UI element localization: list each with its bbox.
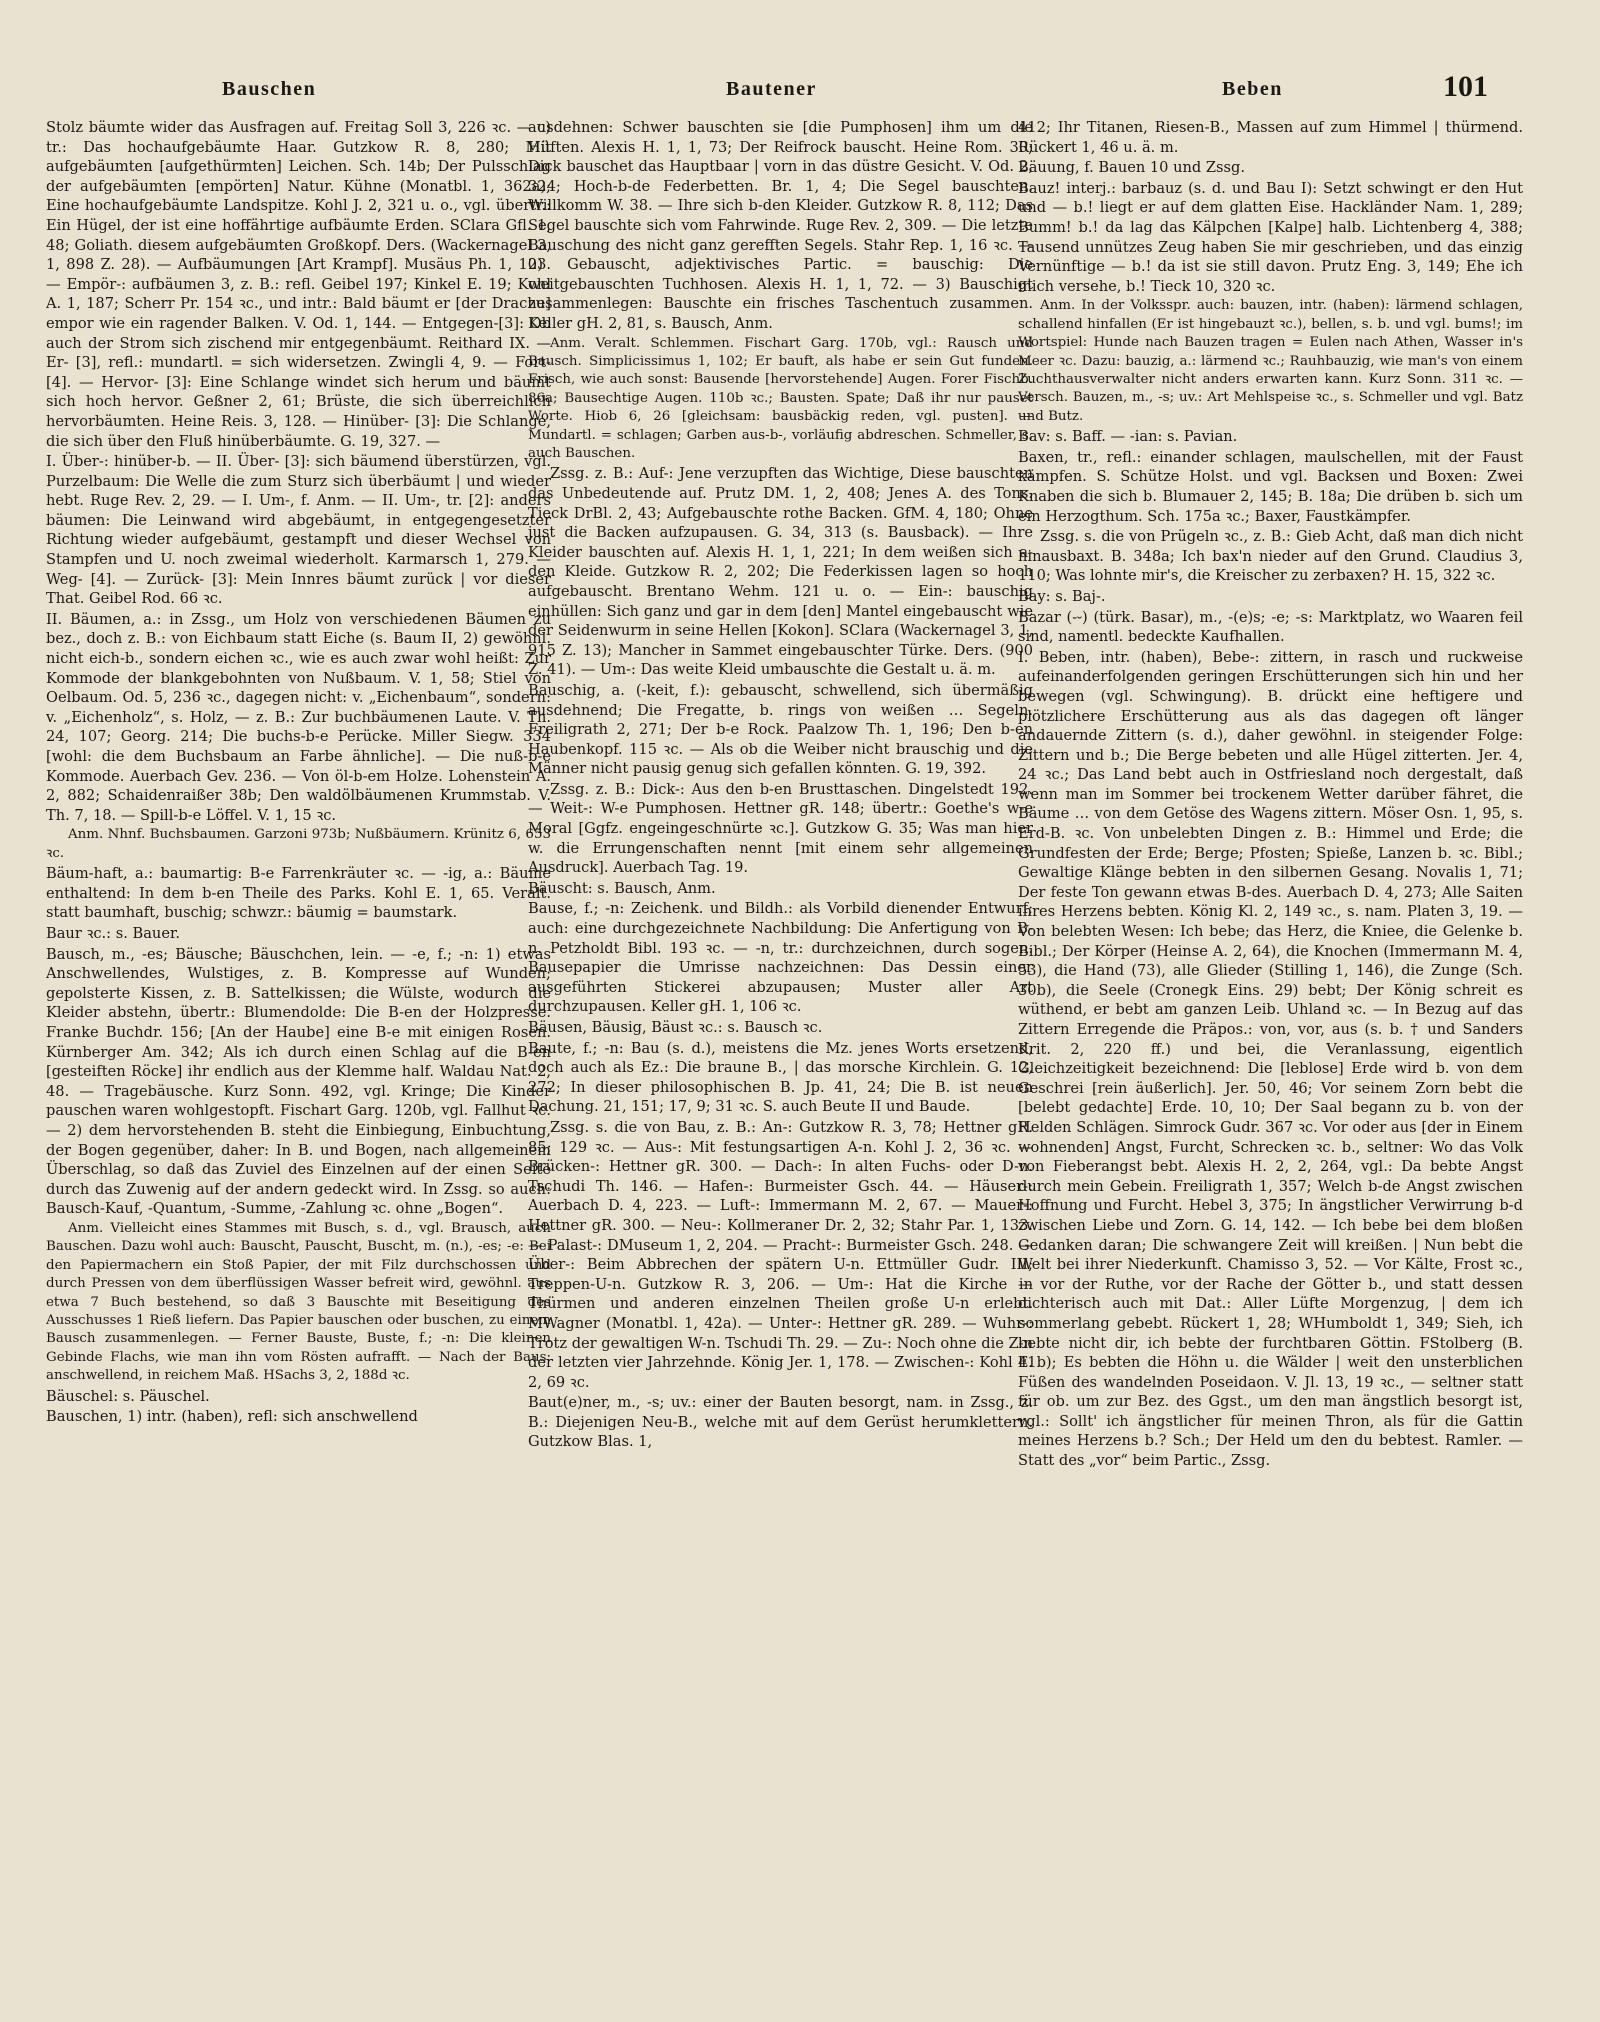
compound-paragraph: Zssg. s. die von Bau, z. B.: An-: Gutzkow R. 3, 78; Hettner gR. 85; 129 ꝛc. — Aus-: Mit festungsartigen A-n. Kohl J. 2, 36 ꝛc. — Brücken-: Hettner gR. 300. — Dach-: In alten Fuchs- oder D-n. Tschudi Th. 146. — Hafen-: Burmeister Gsch. 44. — Häuser-: Auerbach D. 4, 223. — Luft-: Immermann M. 2, 67. — Mauer-: Hettner gR. 300. — Neu-: Kollmeraner Dr. 2, 32; Stahr Par. 1, 133. — Palast-: DMuseum 1, 2, 204. — Pracht-: Burmeister Gsch. 248. — Über-: Beim Abbrechen der spätern U-n. Ettmüller Gudr. III; Treppen-U-n. Gutzkow R. 3, 206. — Um-: Hat die Kirche in Thürmen und anderen einzelnen Theilen große U-n erlebt. MWagner (Monatbl. 1, 42a). — Unter-: Hettner gR. 289. — Wuhr-: Trotz der gewaltigen W-n. Tschudi Th. 29. — Zu-: Noch ohne die Z-n der letzten vier Jahrzehnde. König Jer. 1, 178. — Zwischen-: Kohl E. 2, 69 ꝛc. <box>528 1118 1033 1391</box>
entry-paragraph: Bausch, m., -es; Bäusche; Bäuschchen, lein. — -e, f.; -n: 1) etwas Anschwellendes, Wulstiges, z. B. Kompresse auf Wunden; gepolsterte Kissen, z. B. Sattelkissen; die Wülste, wodurch die Kleider abstehn, übertr.: Blumendolde: Die B-en der Holzpresse. Franke Buchdr. 156; [An der Haube] eine B-e mit einigen Rosen. Kürnberger Am. 342; Als ich durch einen Schlag auf die B-en [gesteiften Röcke] ihr endlich aus der Klemme half. Waldau Nat. 2, 48. — Tragebäusche. Kurz Sonn. 492, vgl. Kringe; Die Kinder pauschen waren wohlgestopft. Fischart Garg. 120b, vgl. Fallhut ꝛc. — 2) dem hervorstehenden B. steht die Einbiegung, Einbuchtung, der Bogen gegenüber, daher: In B. und Bogen, nach allgemeinem Überschlag, so daß das Zuviel des Einzelnen auf der einen Seite durch das Zuwenig auf der andern gedeckt wird. In Zssg. so auch: Bausch-Kauf, -Quantum, -Summe, -Zahlung ꝛc. ohne „Bogen“. <box>46 945 551 1218</box>
entry-paragraph: Bay: s. Baj-. <box>1018 587 1106 605</box>
entry-paragraph: Bauz! interj.: barbauz (s. d. und Bau I): Setzt schwingt er den Hut und — b.! liegt er auf dem glatten Eise. Hackländer Nam. 1, 289; Bumm! b.! da lag das Kälpchen [Kalpe] halb. Lichtenberg 4, 388; Tausend unnützes Zeug haben Sie mir geschrieben, und das einzig Vernünftige — b.! da ist sie still davon. Prutz Eng. 3, 149; Ehe ich mich versehe, b.! Tieck 10, 320 ꝛc. <box>1018 179 1523 295</box>
entry-paragraph: Bäuschel: s. Päuschel. <box>46 1387 210 1405</box>
entry-paragraph: Stolz bäumte wider das Ausfragen auf. Freitag Soll 3, 226 ꝛc. — c) tr.: Das hochaufgebäumte Haar. Gutzkow R. 8, 280; Mit aufgebäumten [aufgethürmten] Leichen. Sch. 14b; Der Pulsschlag der aufgebäumten [empörten] Natur. Kühne (Monatbl. 1, 362a); Eine hochaufgebäumte Landspitze. Kohl J. 2, 321 u. o., vgl. übertr.: Ein Hügel, der ist eine hoffährtige aufbäumte Erden. SClara Gfl. 1, 48; Goliath. diesem aufgebäumten Großkopf. Ders. (Wackernagel 3, 1, 898 Z. 28). — Aufbäumungen [Art Krampf]. Musäus Ph. 1, 103. — Empör-: aufbäumen 3, z. B.: refl. Geibel 197; Kinkel E. 19; Kohl A. 1, 187; Scherr Pr. 154 ꝛc., und intr.: Bald bäumt er [der Drache] empor wie ein ragender Balken. V. Od. 1, 144. — Entgegen-[3]: Ob auch der Strom sich zischend mir entgegenbäumt. Reithard IX. — Er- [3], refl.: mundartl. = sich widersetzen. Zwingli 4, 9. — Fort- [4]. — Hervor- [3]: Eine Schlange windet sich herum und bäumt sich hoch hervor. Geßner 2, 61; Brüste, die sich überreichlich hervorbäumten. Heine Reis. 3, 128. — Hinüber- [3]: Die Schlange, die sich über den Fluß hinüberbäumte. G. 19, 327. — <box>46 119 551 450</box>
right-headword: Beben <box>1222 78 1283 100</box>
entry-paragraph: II. Bäumen, a.: in Zssg., um Holz von verschiedenen Bäumen zu bez., doch z. B.: von Eichbaum statt Eiche (s. Baum II, 2) gewöhnl. nicht eich-b., sondern eichen ꝛc., wie es auch zwar wohl heißt: Zur Kommode der blankgebohnten von Nußbaum. V. 1, 58; Stiel von Oelbaum. Od. 5, 236 ꝛc., dagegen nicht: v. „Eichenbaum“, sondern: v. „Eichenholz“, s. Holz, — z. B.: Zur buchbäumenen Laute. V. Th. 24, 107; Georg. 214; Die buchs-b-e Perücke. Miller Siegw. 334 [wohl: die dem Buchsbaum an Farbe ähnliche]. — Die nuß-b-e Kommode. Auerbach Gev. 236. — Von öl-b-em Holze. Lohenstein A. 2, 882; Schaidenraißer 38b; Den waldölbäumenen Krummstab. V. Th. 7, 18. — Spill-b-e Löffel. V. 1, 15 ꝛc. <box>46 610 551 824</box>
compound-paragraph: Zssg. z. B.: Auf-: Jene verzupften das Wichtige, Diese bauschten das Unbedeutende auf. Prutz DM. 1, 2, 408; Jenes A. des Tons. Tieck DrBl. 2, 43; Aufgebauschte rothe Backen. GfM. 4, 180; Ohne just die Backen aufzupausen. G. 34, 313 (s. Bausback). — Ihre Kleider bauschten auf. Alexis H. 1, 1, 221; In dem weißen sich a-den Kleide. Gutzkow R. 2, 202; Die Federkissen lagen so hoch aufgebauscht. Brentano Wehm. 121 u. o. — Ein-: bauschig einhüllen: Sich ganz und gar in dem [den] Mantel eingebauscht wie der Seidenwurm in seine Hellen [Kokon]. SClara (Wackernagel 3, 1, 915 Z. 13); Mancher in Sammet eingebauschter Türke. Ders. (900 Z. 41). — Um-: Das weite Kleid umbauschte die Gestalt u. ä. m. <box>528 465 1033 679</box>
column-right <box>1018 118 1523 1998</box>
entry-paragraph: Bazar (-⏑) (türk. Basar), m., -(e)s; -e; -s: Marktplatz, wo Waaren feil sind, namentl. bedeckte Kaufhallen. <box>1018 608 1523 646</box>
left-headword: Bauschen <box>222 78 317 100</box>
entry-paragraph: ausdehnen: Schwer bauschten sie [die Pumphosen] ihm um die Hüften. Alexis H. 1, 1, 73; Der Reifrock bauscht. Heine Rom. 30; Dick bauschet das Hauptbaar | vorn in das düstre Gesicht. V. Od. 2, 324; Hoch-b-de Federbetten. Br. 1, 4; Die Segel bauschten. Willkomm W. 38. — Ihre sich b-den Kleider. Gutzkow R. 8, 112; Das Segel bauschte sich vom Fahrwinde. Ruge Rev. 2, 309. — Die letzte Bauschung des nicht ganz gerefften Segels. Stahr Rep. 1, 16 ꝛc. — 2) Gebauscht, adjektivisches Partic. = bauschig: Die weitgebauschten Tuchhosen. Alexis H. 1, 1, 72. — 3) Bauschigt zusammenlegen: Bauschte ein frisches Taschentuch zusammen. Keller gH. 2, 81, s. Bausch, Anm. <box>528 119 1033 332</box>
note-paragraph: Anm. Nhnf. Buchsbaumen. Garzoni 973b; Nußbäumern. Krünitz 6, 653 ꝛc. <box>46 827 551 861</box>
middle-headword: Bautener <box>726 78 817 100</box>
running-header <box>0 70 1600 110</box>
page-number: 101 <box>1443 70 1488 103</box>
entry-paragraph: Bäum-haft, a.: baumartig: B-e Farrenkräuter ꝛc. — -ig, a.: Bäume enthaltend: In dem b-en Theile des Parks. Kohl E. 1, 65. Veralt. statt baumhaft, buschig; schwzr.: bäumig = baumstark. <box>46 865 551 922</box>
entry-paragraph: 412; Ihr Titanen, Riesen-B., Massen auf zum Himmel | thürmend. Rückert 1, 46 u. ä. m. <box>1018 119 1523 156</box>
entry-paragraph: I. Über-: hinüber-b. — II. Über- [3]: sich bäumend überstürzen, vgl. Purzelbaum: Die Welle die zum Sturz sich überbäumt | und wieder hebt. Ruge Rev. 2, 29. — I. Um-, f. Anm. — II. Um-, tr. [2]: anders bäumen: Die Leinwand wird abgebäumt, in entgegengesetzter Richtung wieder aufgebäumt, gestampft und dieser Wechsel von Stampfen und U. noch zweimal wiederholt. Karmarsch 1, 279. — Weg- [4]. — Zurück- [3]: Mein Innres bäumt zurück | vor dieser That. Geibel Rod. 66 ꝛc. <box>46 453 551 608</box>
entry-paragraph: Baxen, tr., refl.: einander schlagen, maulschellen, mit der Faust kämpfen. S. Schütze Holst. und vgl. Backsen und Boxen: Zwei Knaben die sich b. Blumauer 2, 145; B. 18a; Die drüben b. sich um ein Herzogthum. Sch. 175a ꝛc.; Baxer, Faustkämpfer. <box>1018 448 1523 525</box>
entry-paragraph: Baute, f.; -n: Bau (s. d.), meistens die Mz. jenes Worts ersetzend, doch auch als Ez.: Die braune B., | das morsche Kirchlein. G. 12, 272; In dieser philosophischen B. Jp. 41, 24; Die B. ist neuen Dachung. 21, 151; 17, 9; 31 ꝛc. S. auch Beute II und Baude. <box>528 1039 1033 1116</box>
entry-paragraph: Bäusen, Bäusig, Bäust ꝛc.: s. Bausch ꝛc. <box>528 1019 823 1036</box>
entry-paragraph: Bäuung, f. Bauen 10 und Zssg. <box>1018 159 1245 177</box>
entry-paragraph: Bav: s. Baff. — -ian: s. Pavian. <box>1018 428 1238 446</box>
column-middle <box>528 118 1033 1998</box>
note-paragraph: Anm. Vielleicht eines Stammes mit Busch, s. d., vgl. Brausch, auch Bauschen. Dazu wohl auch: Bauscht, Pauscht, Buscht, m. (n.), -es; -e: Bei den Papiermachern ein Stoß Papier, der mit Filz durchschossen und durch Pressen von dem überflüssigen Wasser befreit wird, gewöhnl. aus etwa 7 Buch bestehend, so daß 3 Bauschte mit Beseitigung des Ausschusses 1 Rieß liefern. Das Papier bauschen oder buschen, zu einem Bausch zusammenlegen. — Ferner Bauste, Buste, f.; -n: Die kleinen Gebinde Flachs, wie man ihn vom Rösten aufrafft. — Nach der Baus: anschwellend, in reichem Maß. HSachs 3, 2, 188d ꝛc. <box>46 1220 551 1384</box>
entry-paragraph: I. Beben, intr. (haben), Bebe-: zittern, in rasch und ruckweise aufeinanderfolgenden geringen Erschütterungen sich hin und her bewegen (vgl. Schwingung). B. drückt eine heftigere und plötzlichere Erschütterung aus als das dagegen oft länger andauernde Zittern (s. d.), daher gewöhnl. in steigender Folge: Zittern und b.; Die Berge bebeten und alle Hügel zitterten. Jer. 4, 24 ꝛc.; Das Land bebt auch in Ostfriesland noch dergestalt, daß wenn man im Sommer bei trockenem Wetter darüber fähret, die Bäume … von dem Getöse des Wagens zittern. Möser Osn. 1, 95, s. Erd-B. ꝛc. Von unbelebten Dingen z. B.: Himmel und Erde; die Grundfesten der Erde; Berge; Pfosten; Spieße, Lanzen b. ꝛc. Bibl.; Gewaltige Klänge bebten in den silbernen Gesang. Novalis 1, 71; Der feste Ton gewann etwas B-des. Auerbach D. 4, 273; Alle Saiten ihres Herzens bebten. König Kl. 2, 149 ꝛc., s. nam. Platen 3, 19. — Von belebten Wesen: Ich bebe; das Herz, die Kniee, die Gelenke b. Bibl.; Der Körper (Heinse A. 2, 64), die Knochen (Immermann M. 4, 53), die Hand (73), alle Glieder (Stilling 1, 146), die Zunge (Sch. 30b), die Seele (Cronegk Eins. 29) bebt; Der König schreit es wüthend, er bebt am ganzen Leib. Uhland ꝛc. — In Bezug auf das Zittern Erregende die Präpos.: von, vor, aus (s. b. † und Sanders Krit. 2, 220 ff.) und bei, die Veranlassung, eigentlich Gleichzeitigkeit bezeichnend: Die [leblose] Erde wird b. von dem Geschrei [rein äußerlich]. Jer. 50, 46; Vor seinem Zorn bebt die [belebt gedachte] Erde. 10, 10; Der Saal begann zu b. von der Helden Schlägen. Simrock Gudr. 367 ꝛc. Vor oder aus [der in Einem wohnenden] Angst, Furcht, Schrecken ꝛc. b., seltner: Wo das Volk von Fieberangst bebt. Alexis H. 2, 2, 264, vgl.: Da bebte Angst durch mein Gebein. Freiligrath 1, 357; Welch b-de Angst zwischen Hoffnung und Furcht. Hebel 3, 375; In ängstlicher Verwirrung b-d zwischen Liebe und Zorn. G. 14, 142. — Ich bebe bei dem bloßen Gedanken daran; Die schwangere Zeit will kreißen. | Nun bebt die Welt bei ihrer Niederkunft. Chamisso 3, 52. — Vor Kälte, Frost ꝛc., — vor der Ruthe, vor der Rache der Götter b., und statt dessen dichterisch auch mit Dat.: Aller Lüfte Morgenzug, | dem ich sommerlang gebebt. Rückert 1, 28; WHumboldt 1, 349; Sieh, ich bebte nicht dir, ich bebte der furchtbaren Göttin. FStolberg (B. 41b); Es bebten die Höhn u. die Wälder | weit den unsterblichen Füßen des wandelnden Poseidaon. V. Jl. 13, 19 ꝛc., — seltner statt für ob. um zur Bez. des Ggst., um den man ängstlich besorgt ist, vgl.: Sollt' ich ängstlicher für meinen Thron, als für die Gattin meines Herzens b.? Sch.; Der Held um den du bebtest. Ramler. — Statt des „vor“ beim Partic., Zssg. <box>1018 648 1523 1470</box>
note-paragraph: Anm. In der Volksspr. auch: bauzen, intr. (haben): lärmend schlagen, schallend hinfallen (Er ist hingebauzt ꝛc.), bellen, s. b. und vgl. bums!; im Wortspiel: Hunde nach Bauzen tragen = Eulen nach Athen, Wasser in's Meer ꝛc. Dazu: bauzig, a.: lärmend ꝛc.; Rauhbauzig, wie man's von einem Zuchthausverwalter nicht anders erwarten kann. Kurz Sonn. 311 ꝛc. — Versch. Bauzen, m., -s; uv.: Art Mehlspeise ꝛc., s. Schmeller und vgl. Batz und Butz. <box>1018 298 1523 424</box>
compound-paragraph: Zssg. z. B.: Dick-: Aus den b-en Brusttaschen. Dingelstedt 192. — Weit-: W-e Pumphosen. Hettner gR. 148; übertr.: Goethe's w-e Moral [Ggfz. engeingeschnürte ꝛc.]. Gutzkow G. 35; Was man hier w. die Errungenschaften nennt [mit einem sehr allgemeinen Ausdruck]. Auerbach Tag. 19. <box>528 780 1033 877</box>
entry-paragraph: Bauschig, a. (-keit, f.): gebauscht, schwellend, sich übermäßig ausdehnend; Die Fregatte, b. rings von weißen … Segeln. Freiligrath 2, 271; Der b-e Rock. Paalzow Th. 1, 196; Den b-en Haubenkopf. 115 ꝛc. — Als ob die Weiber nicht brauschig und die Männer nicht pausig genug sich gefallen könnten. G. 19, 392. <box>528 681 1033 778</box>
entry-paragraph: Bäuscht: s. Bausch, Anm. <box>528 879 716 897</box>
column-left <box>46 118 551 1998</box>
entry-paragraph: Baur ꝛc.: s. Bauer. <box>46 924 180 942</box>
compound-paragraph: Zssg. s. die von Prügeln ꝛc., z. B.: Gieb Acht, daß man dich nicht hinausbaxt. B. 348a; Ich bax'n nieder auf den Grund. Claudius 3, 110; Was lohnte mir's, die Kreischer zu zerbaxen? H. 15, 322 ꝛc. <box>1018 528 1523 585</box>
entry-paragraph: Baut(e)ner, m., -s; uv.: einer der Bauten besorgt, nam. in Zssg., z. B.: Diejenigen Neu-B., welche mit auf dem Gerüst herumklettern. Gutzkow Blas. 1, <box>528 1394 1033 1451</box>
entry-paragraph: Bauschen, 1) intr. (haben), refl: sich anschwellend <box>46 1408 418 1426</box>
entry-paragraph: Bause, f.; -n: Zeichenk. und Bildh.: als Vorbild dienender Entwurf; auch: eine durchgezeichnete Nachbildung: Die Anfertigung von B-n. Petzholdt Bibl. 193 ꝛc. — -n, tr.: durchzeichnen, durch sogen. Bausepapier die Umrisse nachzeichnen: Das Dessin einer ausgeführten Stickerei abzupausen; Muster aller Art durchzupausen. Keller gH. 1, 106 ꝛc. <box>528 900 1033 1016</box>
note-paragraph: Anm. Veralt. Schlemmen. Fischart Garg. 170b, vgl.: Rausch und Bausch. Simplicissimus 1, 102; Er bauft, als habe er sein Gut funden. Frisch, wie auch sonst: Bausende [hervorstehende] Augen. Forer Fischb. 86a; Bausechtige Augen. 110b ꝛc.; Bausten. Spate; Daß ihr nur pauset Worte. Hiob 6, 26 [gleichsam: bausbäckig reden, vgl. pusten]. — Mundartl. = schlagen; Garben aus-b-, vorläufig abdreschen. Schmeller, s. auch Bauschen. <box>528 335 1033 461</box>
